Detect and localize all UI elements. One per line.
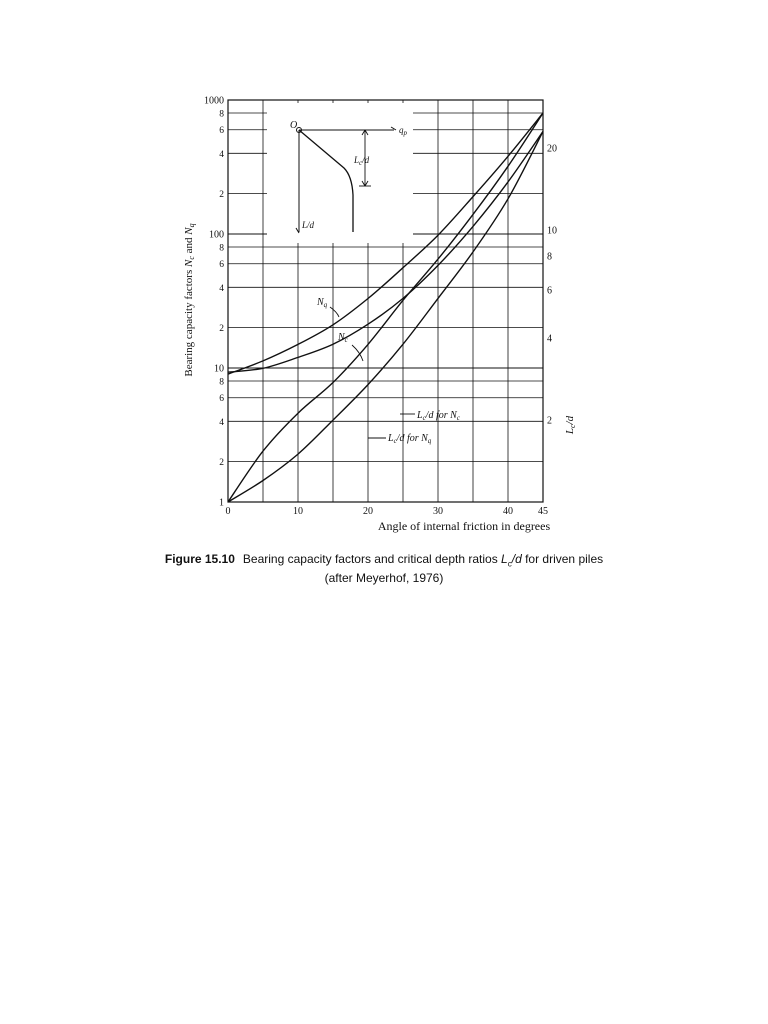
caption-line-2: (after Meyerhof, 1976) — [324, 571, 444, 586]
y-right-tick-label: 2 — [547, 415, 552, 427]
x-tick-label: 0 — [225, 506, 231, 517]
caption-text-c: c — [507, 559, 512, 569]
figure-caption — [0, 552, 768, 586]
inset-qp-label: $q_p$ — [399, 125, 407, 137]
y-left-tick-label: 6 — [219, 126, 224, 137]
y-left-tick-label: 6 — [219, 394, 224, 405]
y-left-tick-label: 1 — [219, 497, 224, 509]
y-left-tick-label: 8 — [219, 243, 224, 254]
y-left-tick-label: 2 — [219, 458, 224, 469]
y-left-tick-label: 4 — [219, 417, 224, 428]
y-right-tick-label: 4 — [547, 333, 552, 345]
y-left-tick-label: 10 — [214, 363, 224, 375]
x-tick-label: 45 — [538, 506, 548, 517]
y-left-tick-label: 8 — [219, 377, 224, 388]
y-left-tick-label: 1000 — [204, 95, 224, 107]
caption-text-a: Bearing capacity factors and critical depth ratios — [242, 552, 502, 566]
inset-origin-label: O — [290, 120, 298, 131]
y-axis-right-title: Lc/d — [564, 415, 577, 435]
caption-line-1 — [0, 552, 768, 571]
y-left-tick-label: 2 — [219, 190, 224, 201]
figure-number: Figure 15.10 — [164, 552, 235, 566]
y-left-tick-label: 2 — [219, 324, 224, 335]
y-right-tick-label: 20 — [547, 143, 557, 155]
x-tick-label: 10 — [293, 506, 303, 517]
inset-diagram — [267, 103, 413, 243]
y-left-tick-label: 100 — [209, 229, 224, 241]
y-left-tick-label: 4 — [219, 283, 224, 294]
y-left-tick-label: 6 — [219, 260, 224, 271]
inset-background — [267, 103, 413, 243]
x-axis-title: Angle of internal friction in degrees — [377, 519, 551, 533]
inset-critical-depth-label: $L_c/d$ — [354, 155, 370, 167]
y-axis-left-title: Bearing capacity factors Nc and Nq — [183, 223, 196, 377]
caption-text-d: /d — [511, 552, 522, 566]
caption-text-b: L — [501, 552, 508, 566]
label-lcd-nc: $L_c/d$ for $N_c$ — [417, 410, 460, 422]
y-right-tick-label: 6 — [547, 285, 552, 297]
label-nq: $N_q$ — [317, 297, 328, 309]
caption-text-e: for driven piles — [521, 552, 604, 566]
y-right-tick-label: 8 — [547, 251, 552, 263]
y-right-tick-label: 10 — [547, 225, 557, 237]
x-tick-label: 30 — [433, 506, 443, 517]
x-tick-label: 40 — [503, 506, 513, 517]
label-nc: $N_c$ — [338, 332, 348, 344]
label-lcd-nq: $L_c/d$ for $N_q$ — [388, 433, 432, 445]
leader-nq — [330, 307, 339, 317]
y-left-tick-label: 4 — [219, 149, 224, 160]
y-left-tick-label: 8 — [219, 109, 224, 120]
x-tick-label: 20 — [363, 506, 373, 517]
inset-depth-label: L/d — [302, 220, 315, 230]
